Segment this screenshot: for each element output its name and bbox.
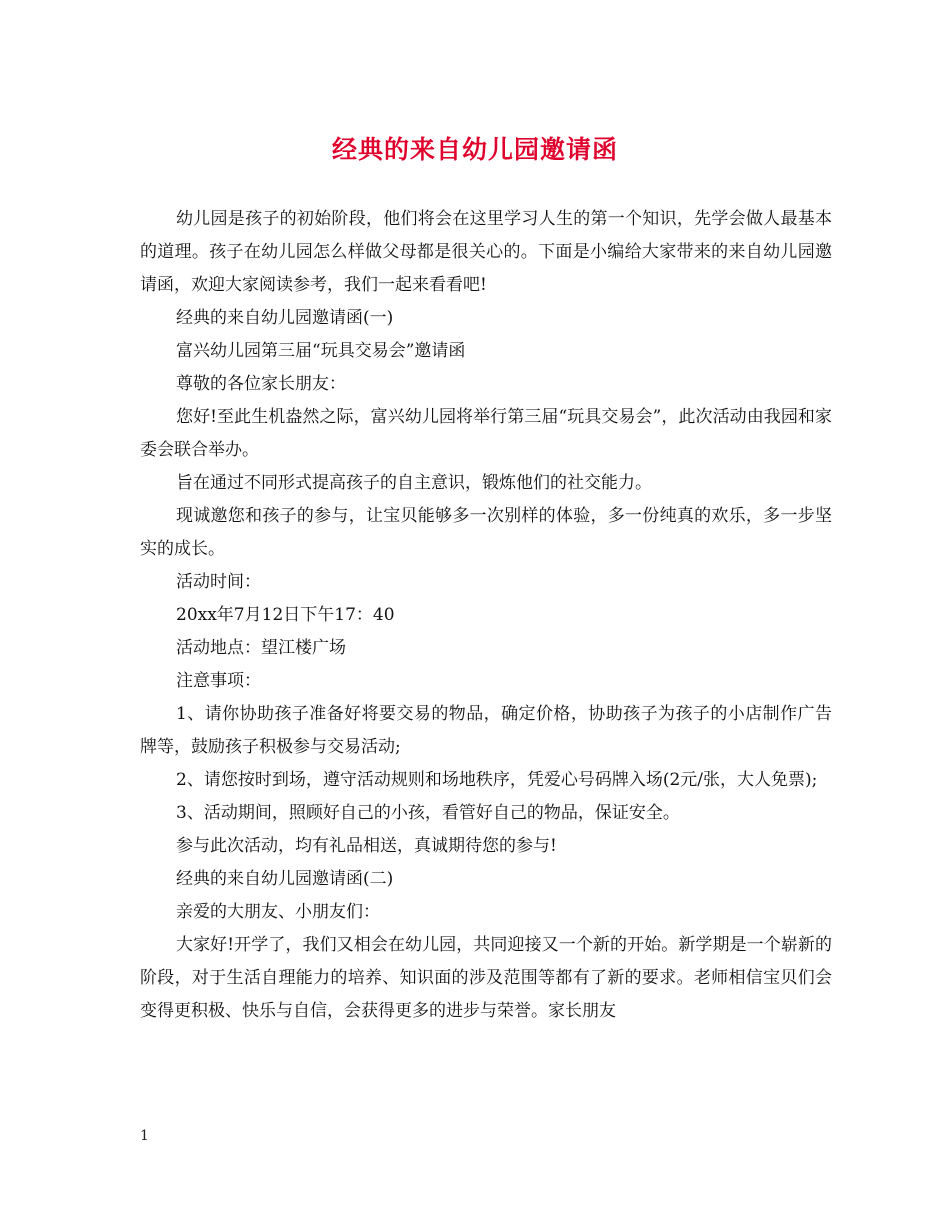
- paragraph-salutation-two: 亲爱的大朋友、小朋友们：: [176, 902, 380, 922]
- paragraph-invitation-title: 富兴幼儿园第三届“玩具交易会”邀请函: [176, 341, 466, 361]
- page-number: 1: [140, 1128, 149, 1144]
- paragraph-note-2: 2、请您按时到场，遵守活动规则和场地秩序，凭爱心号码牌入场(2元/张，大人免票);: [176, 770, 818, 790]
- paragraph-note-1: 1、请你协助孩子准备好将要交易的物品，确定价格，协助孩子为孩子的小店制作广告牌等，鼓励孩子积极参与交易活动;: [140, 704, 832, 757]
- paragraph-welcome: 大家好!开学了，我们又相会在幼儿园，共同迎接又一个新的开始。新学期是一个崭新的阶段，对于生活自理能力的培养、知识面的涉及范围等都有了新的要求。老师相信宝贝们会变得更积极、快乐与自信，会获得更多的进步与荣誉。家长朋友: [140, 935, 832, 1021]
- paragraph-note-3: 3、活动期间，照顾好自己的小孩，看管好自己的物品，保证安全。: [176, 803, 680, 823]
- paragraph-closing: 参与此次活动，均有礼品相送，真诚期待您的参与!: [176, 836, 557, 856]
- paragraph-invitation: 现诚邀您和孩子的参与，让宝贝能够多一次别样的体验，多一份纯真的欢乐，多一步坚实的成长。: [140, 506, 832, 559]
- paragraph-section-one-heading: 经典的来自幼儿园邀请函(一): [176, 308, 394, 328]
- paragraph-time-value: 20xx年7月12日下午17：40: [176, 605, 395, 625]
- paragraph-location: 活动地点：望江楼广场: [176, 638, 346, 658]
- paragraph-salutation: 尊敬的各位家长朋友：: [176, 374, 346, 394]
- paragraph-time-label: 活动时间：: [176, 572, 261, 592]
- paragraph-purpose: 旨在通过不同形式提高孩子的自主意识，锻炼他们的社交能力。: [176, 473, 652, 493]
- paragraph-section-two-heading: 经典的来自幼儿园邀请函(二): [176, 869, 394, 889]
- document-body: [140, 203, 832, 1028]
- paragraph-notes-label: 注意事项：: [176, 671, 261, 691]
- document-title: 经典的来自幼儿园邀请函: [331, 135, 618, 164]
- paragraph-greeting: 您好!至此生机盎然之际，富兴幼儿园将举行第三届“玩具交易会”，此次活动由我园和家委会联合举办。: [140, 407, 832, 460]
- paragraph-intro: 幼儿园是孩子的初始阶段，他们将会在这里学习人生的第一个知识，先学会做人最基本的道理。孩子在幼儿园怎么样做父母都是很关心的。下面是小编给大家带来的来自幼儿园邀请函，欢迎大家阅读参考，我们一起来看看吧!: [140, 209, 832, 295]
